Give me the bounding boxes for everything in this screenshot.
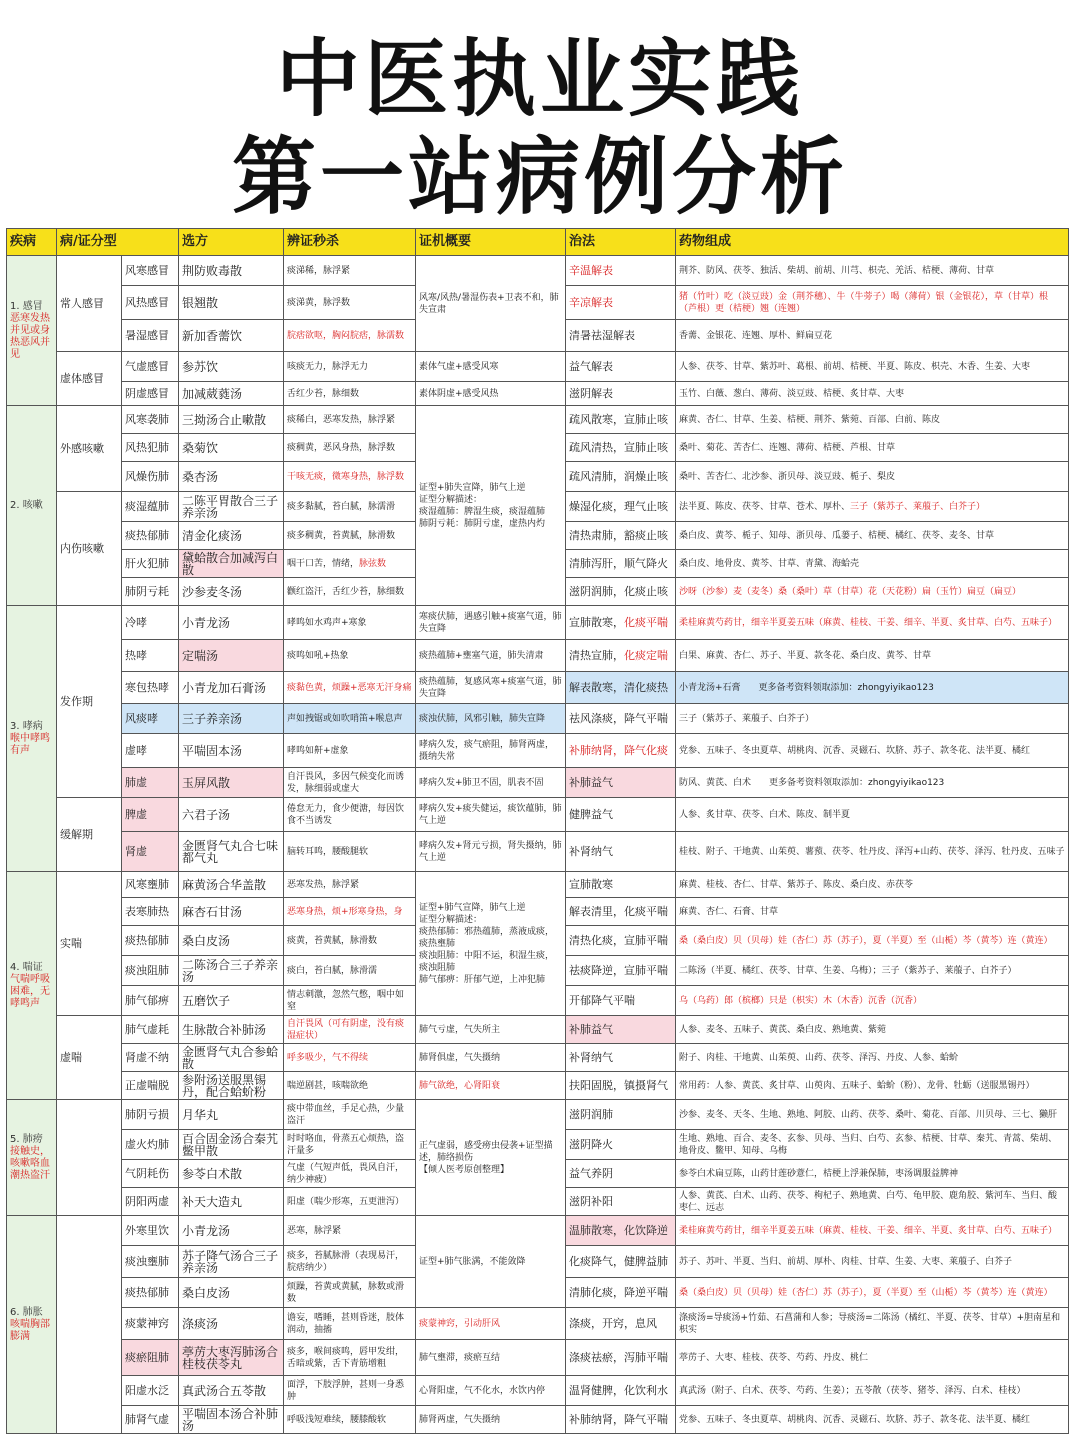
table-row bbox=[7, 734, 1069, 768]
treatment-cell: 益气养阴 bbox=[566, 1160, 676, 1188]
diagnosis-cell: 恶寒发热，脉浮紧 bbox=[284, 872, 416, 898]
pattern-cell: 肺虚 bbox=[122, 768, 179, 798]
disease-cell bbox=[7, 872, 57, 1100]
pattern-cell: 虚哮 bbox=[122, 734, 179, 768]
treatment-cell: 清肺泻肝，顺气降火 bbox=[566, 550, 676, 578]
diagnosis-cell: 谵妄，嗜睡，甚则昏迷，肢体润动，抽搐 bbox=[284, 1308, 416, 1340]
diagnosis-cell: 痰多，苔腻脉滑（表现易汗，脘痞纳少） bbox=[284, 1246, 416, 1278]
header-row bbox=[7, 229, 1069, 256]
ingredients-cell: 涤痰汤=导痰汤+竹茹、石菖蒲和人参；导痰汤=二陈汤（橘红、半夏、茯苓、甘草）+胆南星和枳实 bbox=[676, 1308, 1069, 1340]
mechanism-cell: 肺肾两虚，气失摄纳 bbox=[416, 1406, 566, 1434]
ingredients-cell: 三子（紫苏子、莱菔子、白芥子） bbox=[676, 704, 1069, 734]
treatment-cell: 疏风清热，宣肺止咳 bbox=[566, 434, 676, 462]
ingredients-text: 法半夏、陈皮、茯苓、甘草、苍术、厚朴、 bbox=[679, 501, 851, 512]
col-key-diagnosis: 辨证秒杀 bbox=[284, 229, 416, 256]
treatment-cell: 祛痰降逆，宣肺平喘 bbox=[566, 956, 676, 986]
formula-cell: 桑白皮汤 bbox=[179, 926, 284, 956]
mechanism-cell: 心肾阳虚，气不化水，水饮内停 bbox=[416, 1376, 566, 1406]
table-row bbox=[7, 1100, 1069, 1130]
diagnosis-cell: 呼多吸少，气不得续 bbox=[284, 1044, 416, 1072]
formula-cell: 金匮肾气丸合参蛤散 bbox=[179, 1044, 284, 1072]
treatment-cell: 滋阴补阳 bbox=[566, 1188, 676, 1216]
diagnosis-cell: 痰稠黄，恶风身热，脉浮数 bbox=[284, 434, 416, 462]
treatment-cell: 开郁降气平喘 bbox=[566, 986, 676, 1016]
type-cell bbox=[57, 1100, 122, 1216]
pattern-cell: 气阴耗伤 bbox=[122, 1160, 179, 1188]
treatment-cell: 滋阴降火 bbox=[566, 1130, 676, 1160]
pattern-cell: 风痰哮 bbox=[122, 704, 179, 734]
disease-note: 恶寒发热并见或身热恶风并见 bbox=[10, 312, 50, 360]
type-cell: 虚喘 bbox=[57, 1016, 122, 1100]
mechanism-cell: 肺气欲绝，心肾阳衰 bbox=[416, 1072, 566, 1100]
type-cell: 实喘 bbox=[57, 872, 122, 1016]
col-treatment: 治法 bbox=[566, 229, 676, 256]
pattern-cell: 阳虚水泛 bbox=[122, 1376, 179, 1406]
disease-cell bbox=[7, 606, 57, 872]
pattern-cell: 痰瘀阻肺 bbox=[122, 1340, 179, 1376]
diagnosis-cell: 脘痞欲呕，胸闷脘痞，脉濡数 bbox=[284, 320, 416, 352]
formula-cell: 小青龙汤 bbox=[179, 1216, 284, 1246]
pattern-cell: 阴虚感冒 bbox=[122, 382, 179, 406]
treatment-cell: 清热肃肺，豁痰止咳 bbox=[566, 522, 676, 550]
pattern-cell: 肺阴亏损 bbox=[122, 1100, 179, 1130]
formula-cell: 沙参麦冬汤 bbox=[179, 578, 284, 606]
formula-cell: 麻黄汤合华盖散 bbox=[179, 872, 284, 898]
table-row bbox=[7, 382, 1069, 406]
formula-cell: 桑菊饮 bbox=[179, 434, 284, 462]
diagnosis-cell: 自汗畏风（可有阴虚，没有痰湿症状） bbox=[284, 1016, 416, 1044]
diagnosis-cell: 自汗畏风，多因气候变化而诱发，脉细弱或虚大 bbox=[284, 768, 416, 798]
pattern-cell: 肺气虚耗 bbox=[122, 1016, 179, 1044]
ingredients-cell bbox=[676, 492, 1069, 522]
ingredients-cell: 香薷、金银花、连翘、厚朴、鲜扁豆花 bbox=[676, 320, 1069, 352]
formula-cell: 桑白皮汤 bbox=[179, 1278, 284, 1308]
pattern-cell: 肺阴亏耗 bbox=[122, 578, 179, 606]
disease-cell bbox=[7, 406, 57, 606]
treatment-cell: 温肾健脾，化饮利水 bbox=[566, 1376, 676, 1406]
diagnosis-cell: 面浮，下肢浮肿，甚则一身悉肿 bbox=[284, 1376, 416, 1406]
formula-cell: 黛蛤散合加减泻白散 bbox=[179, 550, 284, 578]
pattern-cell: 肾虚 bbox=[122, 832, 179, 872]
treatment-cell: 燥湿化痰，理气止咳 bbox=[566, 492, 676, 522]
ingredients-cell: 乌（乌药）郎（槟榔）只是（枳实）木（木香）沉香（沉香） bbox=[676, 986, 1069, 1016]
disease-name: 2. 咳嗽 bbox=[10, 499, 43, 511]
disease-name: 4. 喘证 bbox=[10, 961, 43, 973]
ingredients-cell: 白果、麻黄、杏仁、苏子、半夏、款冬花、桑白皮、黄芩、甘草 bbox=[676, 640, 1069, 672]
ingredients-cell: 桑（桑白皮）贝（贝母）娃（杏仁）苏（苏子），夏（半夏）至（山栀）芩（黄芩）连（黄连） bbox=[676, 1278, 1069, 1308]
mechanism-cell: 寒痰伏肺，遇感引触+痰塞气道，肺失宣降 bbox=[416, 606, 566, 640]
pattern-cell: 肺肾气虚 bbox=[122, 1406, 179, 1434]
pattern-cell: 表寒肺热 bbox=[122, 898, 179, 926]
mechanism-cell: 痰浊伏肺，风邪引触，肺失宣降 bbox=[416, 704, 566, 734]
mechanism-cell: 肺气亏虚，气失所主 bbox=[416, 1016, 566, 1044]
formula-cell: 生脉散合补肺汤 bbox=[179, 1016, 284, 1044]
diagnosis-cell: 舌红少苔，脉细数 bbox=[284, 382, 416, 406]
diagnosis-cell: 时时咯血，骨蒸五心烦热，盗汗量多 bbox=[284, 1130, 416, 1160]
table-row bbox=[7, 256, 1069, 286]
disease-name: 5. 肺痨 bbox=[10, 1133, 43, 1145]
ingredients-cell: 党参、五味子、冬虫夏草、胡桃肉、沉香、灵磁石、坎脐、苏子、款冬花、法半夏、橘红 bbox=[676, 734, 1069, 768]
pattern-cell: 痰浊阻肺 bbox=[122, 956, 179, 986]
pattern-cell: 正虚喘脱 bbox=[122, 1072, 179, 1100]
treatment-text: 宣肺散寒， bbox=[569, 615, 624, 629]
disease-cell bbox=[7, 1216, 57, 1434]
disease-note: 喉中哮鸣有声 bbox=[10, 732, 50, 756]
pattern-cell: 风燥伤肺 bbox=[122, 462, 179, 492]
pattern-cell: 肾虚不纳 bbox=[122, 1044, 179, 1072]
type-cell: 外感咳嗽 bbox=[57, 406, 122, 492]
treatment-cell: 解表清里，化痰平喘 bbox=[566, 898, 676, 926]
ingredients-cell: 桑（桑白皮）贝（贝母）娃（杏仁）苏（苏子），夏（半夏）至（山栀）芩（黄芩）连（黄连） bbox=[676, 926, 1069, 956]
ingredients-cell: 人参、茯苓、甘草、紫苏叶、葛根、前胡、桔梗、半夏、陈皮、枳壳、木香、生姜、大枣 bbox=[676, 352, 1069, 382]
formula-cell: 葶苈大枣泻肺汤合桂枝茯苓丸 bbox=[179, 1340, 284, 1376]
table-row bbox=[7, 768, 1069, 798]
diagnosis-cell: 声如拽锯或如吹哨笛+喉息声 bbox=[284, 704, 416, 734]
treatment-cell: 扶阳固脱，镇摄肾气 bbox=[566, 1072, 676, 1100]
formula-cell: 银翘散 bbox=[179, 286, 284, 320]
table-row bbox=[7, 352, 1069, 382]
diagnosis-cell: 颧红盗汗，舌红少苔，脉细数 bbox=[284, 578, 416, 606]
treatment-cell: 补肾纳气 bbox=[566, 1044, 676, 1072]
table-row bbox=[7, 798, 1069, 832]
mechanism-cell: 素体气虚+感受风寒 bbox=[416, 352, 566, 382]
pattern-cell: 风热犯肺 bbox=[122, 434, 179, 462]
type-cell: 内伤咳嗽 bbox=[57, 492, 122, 606]
table-row bbox=[7, 672, 1069, 704]
ingredients-cell: 参苓白术扁豆陈，山药甘莲砂薏仁，桔梗上浮兼保肺，枣汤调服益脾神 bbox=[676, 1160, 1069, 1188]
type-cell: 常人感冒 bbox=[57, 256, 122, 352]
diagnosis-cell: 痰鸣如吼+热象 bbox=[284, 640, 416, 672]
diagnosis-cell: 咳痰无力，脉浮无力 bbox=[284, 352, 416, 382]
table-row bbox=[7, 606, 1069, 640]
formula-cell: 桑杏汤 bbox=[179, 462, 284, 492]
ingredients-cell: 柔桂麻黄芍药甘，细辛半夏姜五味（麻黄、桂枝、干姜、细辛、半夏、炙甘草、白芍、五味子） bbox=[676, 606, 1069, 640]
formula-cell: 二陈汤合三子养亲汤 bbox=[179, 956, 284, 986]
pattern-cell: 冷哮 bbox=[122, 606, 179, 640]
treatment-cell: 清肺化痰，降逆平喘 bbox=[566, 1278, 676, 1308]
formula-cell: 荆防败毒散 bbox=[179, 256, 284, 286]
table-row bbox=[7, 1340, 1069, 1376]
type-cell: 发作期 bbox=[57, 606, 122, 798]
mechanism-cell: 正气虚弱，感受痨虫侵袭+证型描述，肺络损伤 【倾人医考原创整理】 bbox=[416, 1100, 566, 1216]
diagnosis-cell: 痰黄，苔黄腻，脉滑数 bbox=[284, 926, 416, 956]
col-formula: 选方 bbox=[179, 229, 284, 256]
treatment-highlight: 化痰平喘 bbox=[624, 615, 668, 629]
mechanism-cell: 风寒/风热/暑湿伤表+卫表不和，肺失宣肃 bbox=[416, 256, 566, 352]
diagnosis-cell: 烦躁，苔黄或黄腻，脉数或滑数 bbox=[284, 1278, 416, 1308]
pattern-cell: 虚火灼肺 bbox=[122, 1130, 179, 1160]
table-row bbox=[7, 1016, 1069, 1044]
title-line-2: 第一站病例分析 bbox=[231, 127, 848, 226]
pattern-cell: 痰热郁肺 bbox=[122, 522, 179, 550]
ingredients-cell: 玉竹、白薇、葱白、薄荷、淡豆豉、桔梗、炙甘草、大枣 bbox=[676, 382, 1069, 406]
pattern-cell: 暑湿感冒 bbox=[122, 320, 179, 352]
pattern-cell: 痰蒙神窍 bbox=[122, 1308, 179, 1340]
ingredients-cell: 人参、黄芪、白术、山药、茯苓、枸杞子、熟地黄、白芍、龟甲胶、鹿角胶、紫河车、当归、酸枣仁、远志 bbox=[676, 1188, 1069, 1216]
ingredients-cell: 桑叶、菊花、苦杏仁、连翘、薄荷、桔梗、芦根、甘草 bbox=[676, 434, 1069, 462]
formula-cell: 平喘固本汤合补肺汤 bbox=[179, 1406, 284, 1434]
treatment-cell: 化痰降气，健脾益肺 bbox=[566, 1246, 676, 1278]
formula-cell: 平喘固本汤 bbox=[179, 734, 284, 768]
treatment-cell: 清热化痰，宣肺平喘 bbox=[566, 926, 676, 956]
pattern-cell: 风寒袭肺 bbox=[122, 406, 179, 434]
disease-note: 气喘呼吸困难，无哮鸣声 bbox=[10, 973, 50, 1009]
diagnosis-cell: 痰稀白，恶寒发热，脉浮紧 bbox=[284, 406, 416, 434]
mechanism-cell: 哮病久发+肺卫不固，肌表不固 bbox=[416, 768, 566, 798]
treatment-cell: 补肺纳肾，降气化痰 bbox=[566, 734, 676, 768]
treatment-cell: 解表散寒，清化痰热 bbox=[566, 672, 676, 704]
treatment-cell: 疏风清肺，润燥止咳 bbox=[566, 462, 676, 492]
ingredients-cell: 麻黄、杏仁、石膏、甘草 bbox=[676, 898, 1069, 926]
pattern-cell: 风寒感冒 bbox=[122, 256, 179, 286]
ingredients-cell: 桑叶、苦杏仁、北沙参、浙贝母、淡豆豉、栀子、梨皮 bbox=[676, 462, 1069, 492]
pattern-cell: 风热感冒 bbox=[122, 286, 179, 320]
treatment-cell: 益气解表 bbox=[566, 352, 676, 382]
mechanism-cell: 痰热蕴肺，复感风寒+痰塞气道，肺失宣降 bbox=[416, 672, 566, 704]
diagnosis-cell bbox=[284, 550, 416, 578]
mechanism-cell: 哮病久发+痰失健运，痰饮蕴肺，肺气上逆 bbox=[416, 798, 566, 832]
ingredients-cell: 防风、黄芪、白术 更多备考资料领取添加：zhongyiyikao123 bbox=[676, 768, 1069, 798]
diagnosis-cell: 痰多黏腻，苔白腻，脉濡滑 bbox=[284, 492, 416, 522]
treatment-cell: 滋阴解表 bbox=[566, 382, 676, 406]
treatment-cell: 补肺益气 bbox=[566, 768, 676, 798]
formula-cell: 参苏饮 bbox=[179, 352, 284, 382]
col-disease: 疾病 bbox=[7, 229, 57, 256]
col-ingredients: 药物组成 bbox=[676, 229, 1069, 256]
diagnosis-highlight: 脉弦数 bbox=[359, 558, 387, 569]
diagnosis-text: 咽干口苦，情绪， bbox=[287, 558, 360, 569]
ingredients-cell: 桂枝、附子、干地黄、山茱萸、薯蓣、茯苓、牡丹皮、泽泻+山药、茯苓、泽泻、牡丹皮、五味子 bbox=[676, 832, 1069, 872]
ingredients-cell: 麻黄、杏仁、甘草、生姜、桔梗、荆芥、紫菀、百部、白前、陈皮 bbox=[676, 406, 1069, 434]
diagnosis-cell: 痰涕稀，脉浮紧 bbox=[284, 256, 416, 286]
formula-cell: 苏子降气汤合三子养亲汤 bbox=[179, 1246, 284, 1278]
diagnosis-cell: 哮鸣如水鸡声+寒象 bbox=[284, 606, 416, 640]
type-cell: 缓解期 bbox=[57, 798, 122, 872]
mechanism-cell: 素体阴虚+感受风热 bbox=[416, 382, 566, 406]
diagnosis-cell: 情志刺激，忽然气憋，咽中如窒 bbox=[284, 986, 416, 1016]
treatment-highlight: 化痰定喘 bbox=[624, 648, 668, 662]
pattern-cell: 热哮 bbox=[122, 640, 179, 672]
treatment-cell: 补肺益气 bbox=[566, 1016, 676, 1044]
ingredients-cell: 附子、肉桂、干地黄、山茱萸、山药、茯苓、泽泻、丹皮、人参、蛤蚧 bbox=[676, 1044, 1069, 1072]
diagnosis-cell: 干咳无痰，微寒身热，脉浮数 bbox=[284, 462, 416, 492]
ingredients-cell: 桑白皮、地骨皮、黄芩、甘草、青黛、海蛤壳 bbox=[676, 550, 1069, 578]
treatment-cell: 辛凉解表 bbox=[566, 286, 676, 320]
disease-name: 1. 感冒 bbox=[10, 300, 43, 312]
mechanism-cell: 痰蒙神窍，引动肝风 bbox=[416, 1308, 566, 1340]
type-cell bbox=[57, 1216, 122, 1434]
formula-cell: 涤痰汤 bbox=[179, 1308, 284, 1340]
diagnosis-cell: 痰中带血丝，手足心热，少量盗汗 bbox=[284, 1100, 416, 1130]
table-row bbox=[7, 1072, 1069, 1100]
table-row bbox=[7, 872, 1069, 898]
formula-cell: 参附汤送服黑锡丹，配合蛤蚧粉 bbox=[179, 1072, 284, 1100]
pattern-cell: 风寒壅肺 bbox=[122, 872, 179, 898]
diagnosis-cell: 痰涕黄，脉浮数 bbox=[284, 286, 416, 320]
pattern-cell: 外寒里饮 bbox=[122, 1216, 179, 1246]
treatment-cell: 宣肺散寒 bbox=[566, 872, 676, 898]
case-analysis-table bbox=[6, 228, 1068, 1434]
mechanism-cell: 肺肾俱虚，气失摄纳 bbox=[416, 1044, 566, 1072]
ingredients-cell: 人参、麦冬、五味子、黄芪、桑白皮、熟地黄、紫菀 bbox=[676, 1016, 1069, 1044]
pattern-cell: 肝火犯肺 bbox=[122, 550, 179, 578]
formula-cell: 新加香薷饮 bbox=[179, 320, 284, 352]
ingredients-cell: 人参、炙甘草、茯苓、白术、陈皮、制半夏 bbox=[676, 798, 1069, 832]
formula-cell: 三拗汤合止嗽散 bbox=[179, 406, 284, 434]
formula-cell: 麻杏石甘汤 bbox=[179, 898, 284, 926]
table-row bbox=[7, 1406, 1069, 1434]
ingredients-cell: 沙参、麦冬、天冬、生地、熟地、阿胶、山药、茯苓、桑叶、菊花、百部、川贝母、三七、獭肝 bbox=[676, 1100, 1069, 1130]
diagnosis-cell: 脑转耳鸣，腰酸腿软 bbox=[284, 832, 416, 872]
mechanism-cell: 证型+肺气胀满，不能敛降 bbox=[416, 1216, 566, 1308]
disease-note: 接触史，咳嗽咯血潮热盗汗 bbox=[10, 1145, 50, 1181]
pattern-cell: 痰热郁肺 bbox=[122, 1278, 179, 1308]
treatment-cell bbox=[566, 606, 676, 640]
disease-cell bbox=[7, 256, 57, 406]
pattern-cell: 痰浊壅肺 bbox=[122, 1246, 179, 1278]
header bbox=[0, 0, 1080, 226]
formula-cell: 参苓白术散 bbox=[179, 1160, 284, 1188]
mechanism-cell: 肺气壅滞，痰瘀互结 bbox=[416, 1340, 566, 1376]
ingredients-cell: 小青龙汤+石膏 更多备考资料领取添加：zhongyiyikao123 bbox=[676, 672, 1069, 704]
treatment-cell bbox=[566, 640, 676, 672]
diagnosis-cell: 痰多，喉间痰鸣，唇甲发绀，舌暗或紫，舌下青筋增粗 bbox=[284, 1340, 416, 1376]
diagnosis-cell: 倦怠无力，食少便溏，每因饮食不当诱发 bbox=[284, 798, 416, 832]
mechanism-cell: 证型+肺失宣降，肺气上逆 证型分解描述： 痰湿蕴肺：脾湿生痰，痰湿蕴肺 肺阴亏耗：肺阴亏虚，虚热内灼 bbox=[416, 406, 566, 606]
treatment-cell: 祛风涤痰，降气平喘 bbox=[566, 704, 676, 734]
treatment-cell: 涤痰，开窍，息风 bbox=[566, 1308, 676, 1340]
formula-cell: 月华丸 bbox=[179, 1100, 284, 1130]
disease-cell bbox=[7, 1100, 57, 1216]
diagnosis-cell: 痰黏色黄，烦躁+恶寒无汗身痛 bbox=[284, 672, 416, 704]
diagnosis-cell: 阳虚（喘少形寒，五更泄泻） bbox=[284, 1188, 416, 1216]
diagnosis-cell: 痰白，苔白腻，脉滑濡 bbox=[284, 956, 416, 986]
treatment-cell: 辛温解表 bbox=[566, 256, 676, 286]
table-row bbox=[7, 1376, 1069, 1406]
disease-note: 咳喘胸部膨满 bbox=[10, 1318, 50, 1342]
table-row bbox=[7, 1044, 1069, 1072]
pattern-cell: 痰湿蕴肺 bbox=[122, 492, 179, 522]
formula-cell: 小青龙加石膏汤 bbox=[179, 672, 284, 704]
pattern-cell: 肺气郁痹 bbox=[122, 986, 179, 1016]
ingredients-highlight: 三子（紫苏子、莱菔子、白芥子） bbox=[850, 501, 986, 512]
formula-cell: 百合固金汤合秦艽鳖甲散 bbox=[179, 1130, 284, 1160]
formula-cell: 补天大造丸 bbox=[179, 1188, 284, 1216]
ingredients-cell: 党参、五味子、冬虫夏草、胡桃肉、沉香、灵磁石、坎脐、苏子、款冬花、法半夏、橘红 bbox=[676, 1406, 1069, 1434]
diagnosis-cell: 恶寒身热，烦+形寒身热，身 bbox=[284, 898, 416, 926]
formula-cell: 六君子汤 bbox=[179, 798, 284, 832]
formula-cell: 三子养亲汤 bbox=[179, 704, 284, 734]
pattern-cell: 气虚感冒 bbox=[122, 352, 179, 382]
treatment-cell: 温肺散寒，化饮降逆 bbox=[566, 1216, 676, 1246]
formula-cell: 小青龙汤 bbox=[179, 606, 284, 640]
formula-cell: 金匮肾气丸合七味都气丸 bbox=[179, 832, 284, 872]
treatment-cell: 疏风散寒，宣肺止咳 bbox=[566, 406, 676, 434]
mechanism-cell: 痰热蕴肺+壅塞气道，肺失清肃 bbox=[416, 640, 566, 672]
formula-cell: 二陈平胃散合三子养亲汤 bbox=[179, 492, 284, 522]
diagnosis-cell: 恶寒，脉浮紧 bbox=[284, 1216, 416, 1246]
treatment-cell: 健脾益气 bbox=[566, 798, 676, 832]
formula-cell: 玉屏风散 bbox=[179, 768, 284, 798]
pattern-cell: 寒包热哮 bbox=[122, 672, 179, 704]
title-line-1: 中医执业实践 bbox=[275, 29, 804, 128]
mechanism-cell: 哮病久发+肾元亏损，肾失摄纳，肺气上逆 bbox=[416, 832, 566, 872]
diagnosis-cell: 哮鸣如鼾+虚象 bbox=[284, 734, 416, 768]
col-mechanism: 证机概要 bbox=[416, 229, 566, 256]
ingredients-cell: 沙呀（沙参）麦（麦冬）桑（桑叶）草（甘草）花（天花粉）扁（玉竹）扁豆（扁豆） bbox=[676, 578, 1069, 606]
treatment-cell: 滋阴润肺，化痰止咳 bbox=[566, 578, 676, 606]
ingredients-cell: 猪（竹叶）吃（淡豆豉）金（荆芥穗）、牛（牛蒡子）喝（薄荷）银（金银花），草（甘草）根（芦根）更（桔梗）翘（连翘） bbox=[676, 286, 1069, 320]
col-pattern: 病/证分型 bbox=[57, 229, 179, 256]
ingredients-cell: 二陈汤（半夏、橘红、茯苓、甘草、生姜、乌梅）；三子（紫苏子、莱菔子、白芥子） bbox=[676, 956, 1069, 986]
pattern-cell: 脾虚 bbox=[122, 798, 179, 832]
ingredients-cell: 苏子、苏叶、半夏、当归、前胡、厚朴、肉桂、甘草、生姜、大枣、莱菔子、白芥子 bbox=[676, 1246, 1069, 1278]
ingredients-cell: 柔桂麻黄芍药甘，细辛半夏姜五味（麻黄、桂枝、干姜、细辛、半夏、炙甘草、白芍、五味子） bbox=[676, 1216, 1069, 1246]
diagnosis-cell: 呼吸浅短难续，腰膝酸软 bbox=[284, 1406, 416, 1434]
formula-cell: 定喘汤 bbox=[179, 640, 284, 672]
formula-cell: 五磨饮子 bbox=[179, 986, 284, 1016]
formula-cell: 加减葳蕤汤 bbox=[179, 382, 284, 406]
treatment-cell: 涤痰祛瘀，泻肺平喘 bbox=[566, 1340, 676, 1376]
ingredients-cell: 麻黄、桂枝、杏仁、甘草、紫苏子、陈皮、桑白皮、赤茯苓 bbox=[676, 872, 1069, 898]
mechanism-cell: 证型+肺气宣降，肺气上逆 证型分解描述： 痰热郁肺：邪热蕴肺，蒸液成痰，痰热壅肺 痰浊阻肺：中阳不运，积湿生痰，痰浊阻肺 肺气郁痹：肝郁气逆，上冲犯肺 bbox=[416, 872, 566, 1016]
diagnosis-cell: 痰多稠黄，苔黄腻，脉滑数 bbox=[284, 522, 416, 550]
mechanism-cell: 哮病久发，痰气瘀阻，肺肾两虚，摄纳失常 bbox=[416, 734, 566, 768]
table-row bbox=[7, 704, 1069, 734]
table-row bbox=[7, 406, 1069, 434]
ingredients-cell: 生地、熟地、百合、麦冬、玄参、贝母、当归、白芍、玄参、桔梗、甘草、秦艽、青蒿、柴胡、地骨皮、鳖甲、知母、乌梅 bbox=[676, 1130, 1069, 1160]
treatment-cell: 滋阴润肺 bbox=[566, 1100, 676, 1130]
table-row bbox=[7, 832, 1069, 872]
disease-name: 6. 肺胀 bbox=[10, 1306, 43, 1318]
ingredients-cell: 真武汤（附子、白术、茯苓、芍药、生姜）；五苓散（茯苓、猪苓、泽泻、白术、桂枝） bbox=[676, 1376, 1069, 1406]
table-row bbox=[7, 640, 1069, 672]
treatment-cell: 补肾纳气 bbox=[566, 832, 676, 872]
type-cell: 虚体感冒 bbox=[57, 352, 122, 406]
treatment-cell: 清暑祛湿解表 bbox=[566, 320, 676, 352]
treatment-text: 清热宣肺， bbox=[569, 648, 624, 662]
ingredients-cell: 荆芥、防风、茯苓、独活、柴胡、前胡、川芎、枳壳、羌活、桔梗、薄荷、甘草 bbox=[676, 256, 1069, 286]
formula-cell: 真武汤合五苓散 bbox=[179, 1376, 284, 1406]
disease-name: 3. 哮病 bbox=[10, 720, 43, 732]
treatment-cell: 补肺纳肾，降气平喘 bbox=[566, 1406, 676, 1434]
table-row bbox=[7, 1216, 1069, 1246]
diagnosis-cell: 喘逆剧甚，咳喘欲绝 bbox=[284, 1072, 416, 1100]
ingredients-cell: 葶苈子、大枣、桂枝、茯苓、芍药、丹皮、桃仁 bbox=[676, 1340, 1069, 1376]
pattern-cell: 痰热郁肺 bbox=[122, 926, 179, 956]
formula-cell: 清金化痰汤 bbox=[179, 522, 284, 550]
ingredients-cell: 桑白皮、黄芩、栀子、知母、浙贝母、瓜蒌子、桔梗、橘红、茯苓、麦冬、甘草 bbox=[676, 522, 1069, 550]
ingredients-cell: 常用药：人参、黄芪、炙甘草、山萸肉、五味子、蛤蚧（粉）、龙骨、牡蛎（送服黑锡丹） bbox=[676, 1072, 1069, 1100]
pattern-cell: 阴阳两虚 bbox=[122, 1188, 179, 1216]
diagnosis-cell: 气虚（气短声低，畏风自汗，纳少神疲） bbox=[284, 1160, 416, 1188]
table-row bbox=[7, 1308, 1069, 1340]
